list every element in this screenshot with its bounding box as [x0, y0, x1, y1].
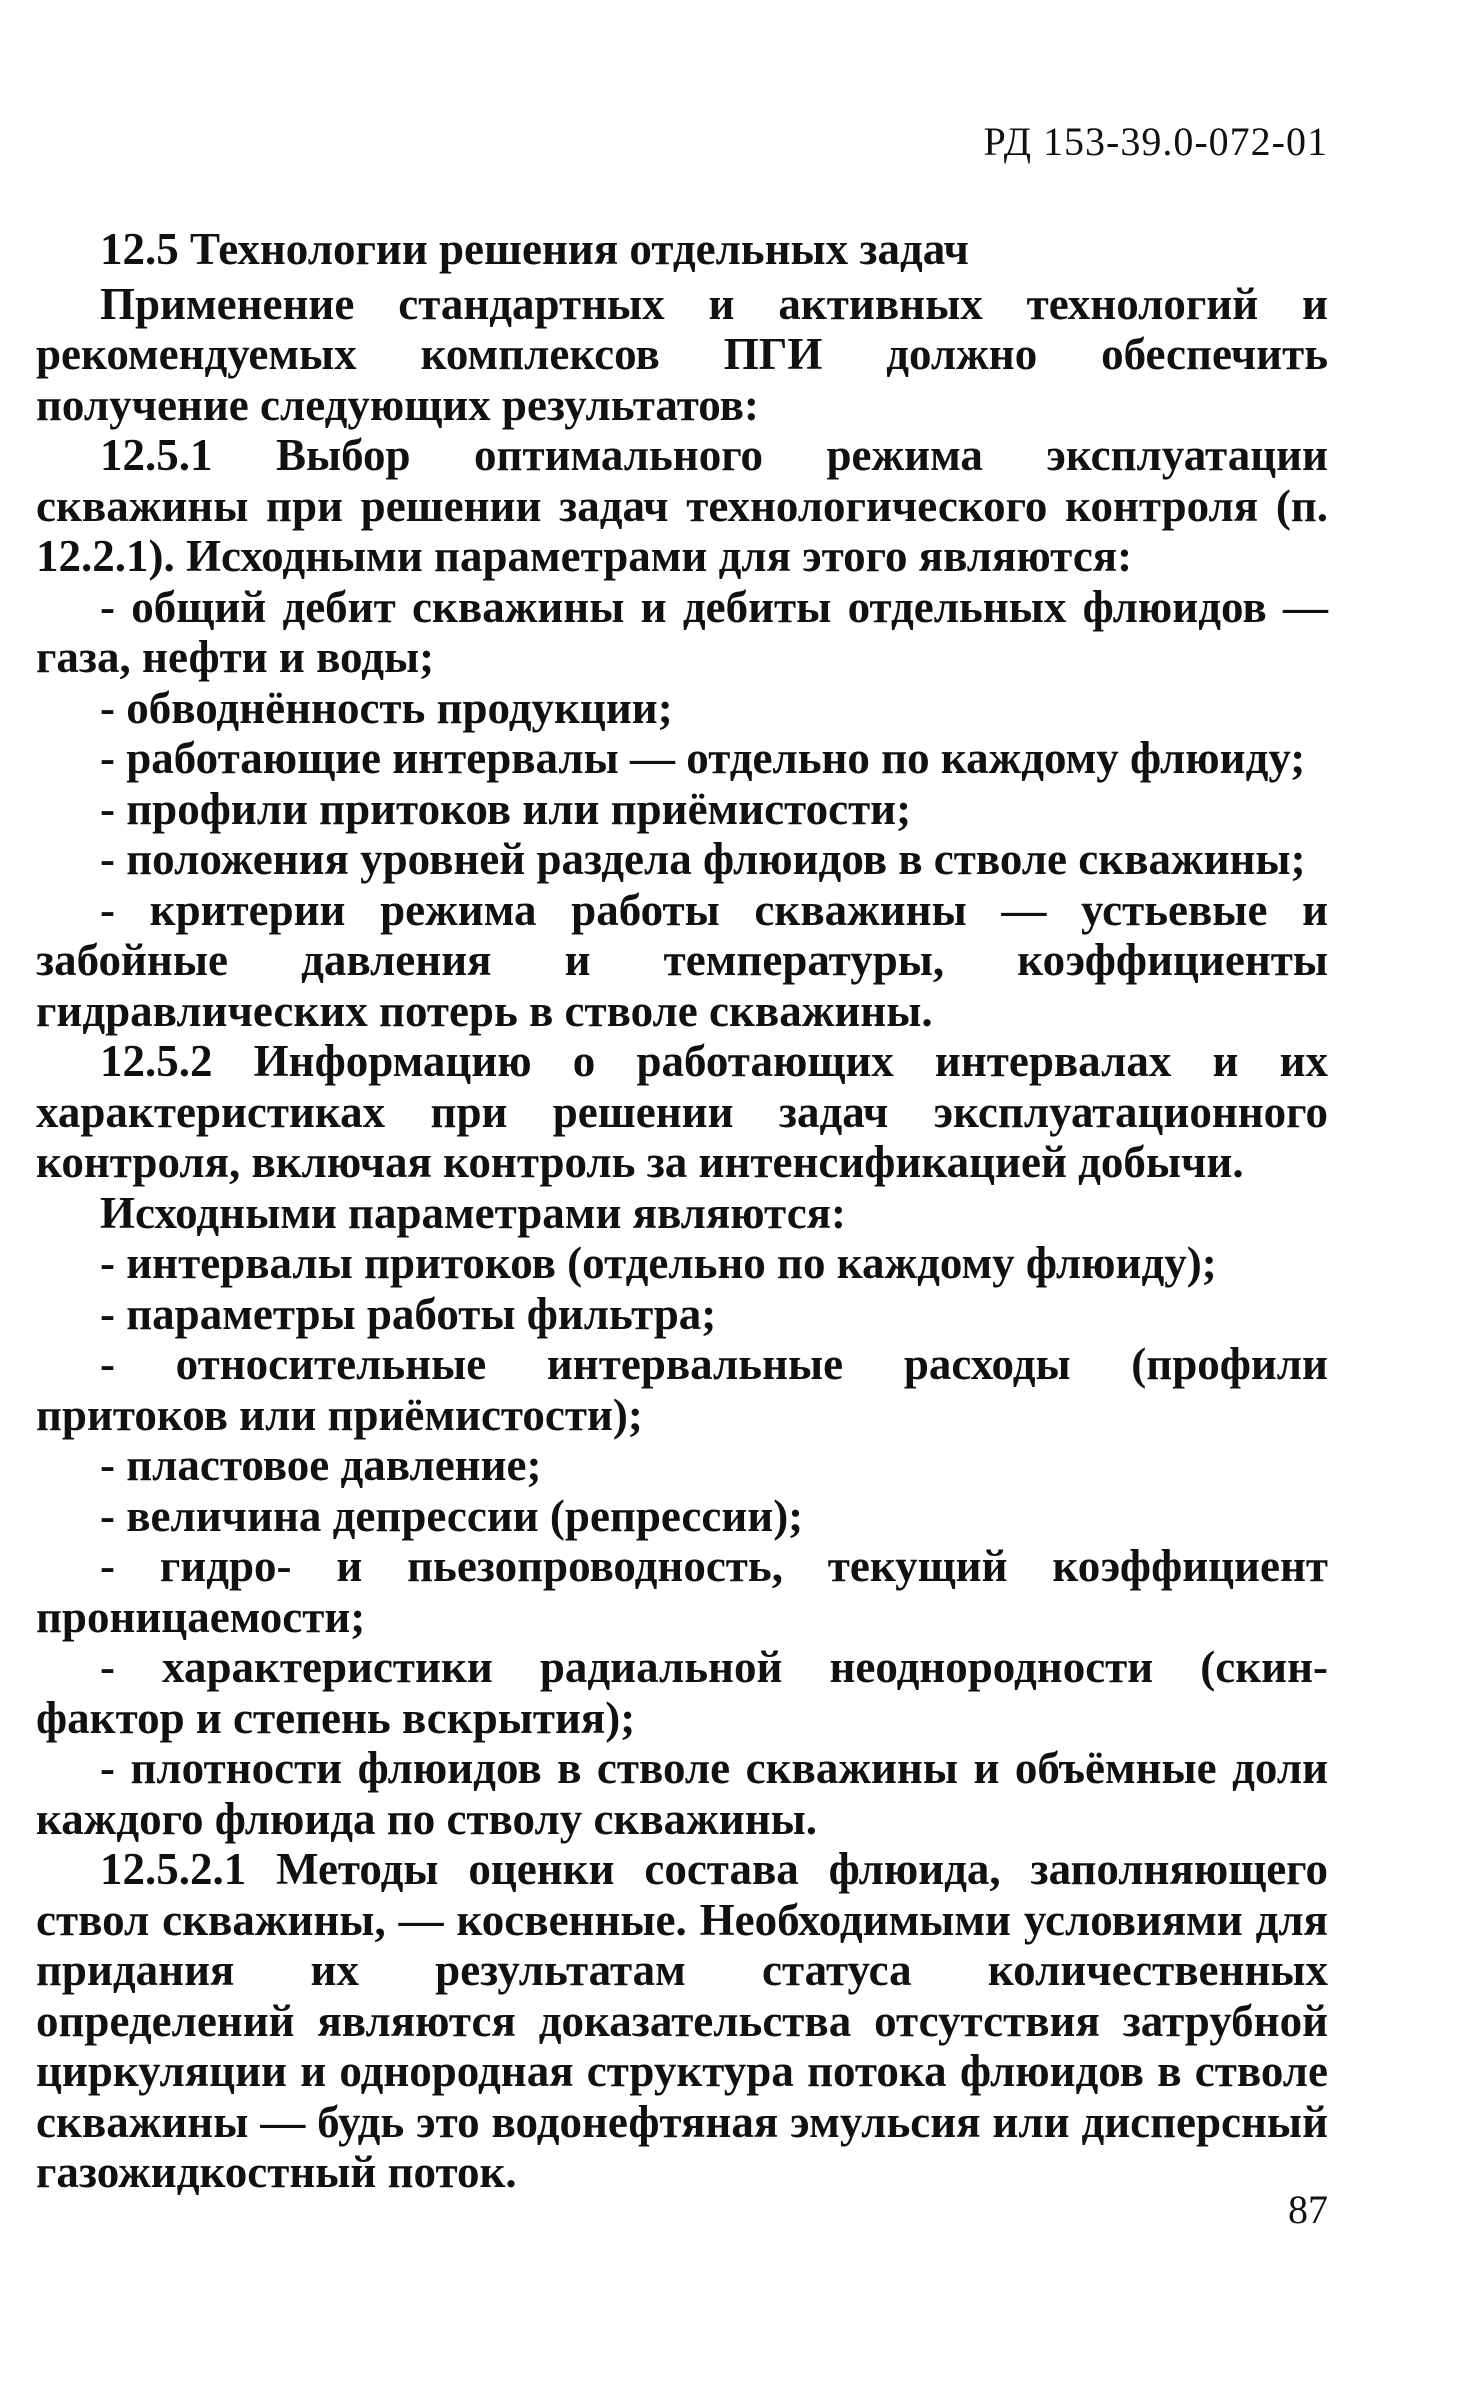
- page-body: [36, 224, 1328, 2198]
- list-item: - пластовое давление;: [100, 1440, 542, 1490]
- list-item: - общий дебит скважины и дебиты отдельных флюидов — газа, нефти и воды;: [36, 581, 1328, 682]
- list-item: - критерии режима работы скважины — устьевые и забойные давления и температуры, коэффициенты гидравлических потерь в стволе скважины.: [36, 884, 1328, 1036]
- list-item: - гидро- и пьезопроводность, текущий коэффициент проницаемости;: [36, 1541, 1328, 1642]
- section-heading: 12.5 Технологии решения отдельных задач: [100, 224, 969, 274]
- list-item: - плотности флюидов в стволе скважины и объёмные доли каждого флюида по стволу скважины.: [36, 1743, 1328, 1844]
- paragraph-12-5-1: 12.5.1 Выбор оптимального режима эксплуатации скважины при решении задач технологического контроля (п. 12.2.1). Исходными параметрами для этого являются:: [36, 430, 1328, 581]
- list-item: - относительные интервальные расходы (профили притоков или приёмистости);: [36, 1339, 1328, 1440]
- params-title: Исходными параметрами являются:: [100, 1187, 847, 1238]
- section-intro: Применение стандартных и активных технологий и рекомендуемых комплексов ПГИ должно обеспечить получение следующих результатов:: [36, 278, 1328, 430]
- document-code: РД 153-39.0-072-01: [983, 119, 1328, 164]
- list-item: - работающие интервалы — отдельно по каждому флюиду;: [100, 733, 1306, 783]
- paragraph-12-5-2: 12.5.2 Информацию о работающих интервалах и их характеристиках при решении задач эксплуатационного контроля, включая контроль за интенсификацией добычи.: [36, 1036, 1328, 1187]
- list-item: - интервалы притоков (отдельно по каждому флюиду);: [100, 1238, 1217, 1288]
- list-item: - положения уровней раздела флюидов в стволе скважины;: [100, 834, 1306, 884]
- list-item: - обводнённость продукции;: [100, 682, 673, 733]
- list-item: - параметры работы фильтра;: [100, 1288, 717, 1339]
- list-item: - величина депрессии (репрессии);: [100, 1490, 804, 1541]
- paragraph-12-5-2-1: 12.5.2.1 Методы оценки состава флюида, заполняющего ствол скважины, — косвенные. Необходимыми условиями для придания их результатам статуса количественных определений являются доказательства отсутствия затрубной циркуляции и однородная структура потока флюидов в стволе скважины — будь это водонефтяная эмульсия или дисперсный газожидкостный поток.: [36, 1844, 1328, 2197]
- list-item: - профили притоков или приёмистости;: [100, 783, 912, 834]
- list-item: - характеристики радиальной неоднородности (скин-фактор и степень вскрытия);: [36, 1642, 1328, 1743]
- page-number: 87: [1288, 2187, 1328, 2232]
